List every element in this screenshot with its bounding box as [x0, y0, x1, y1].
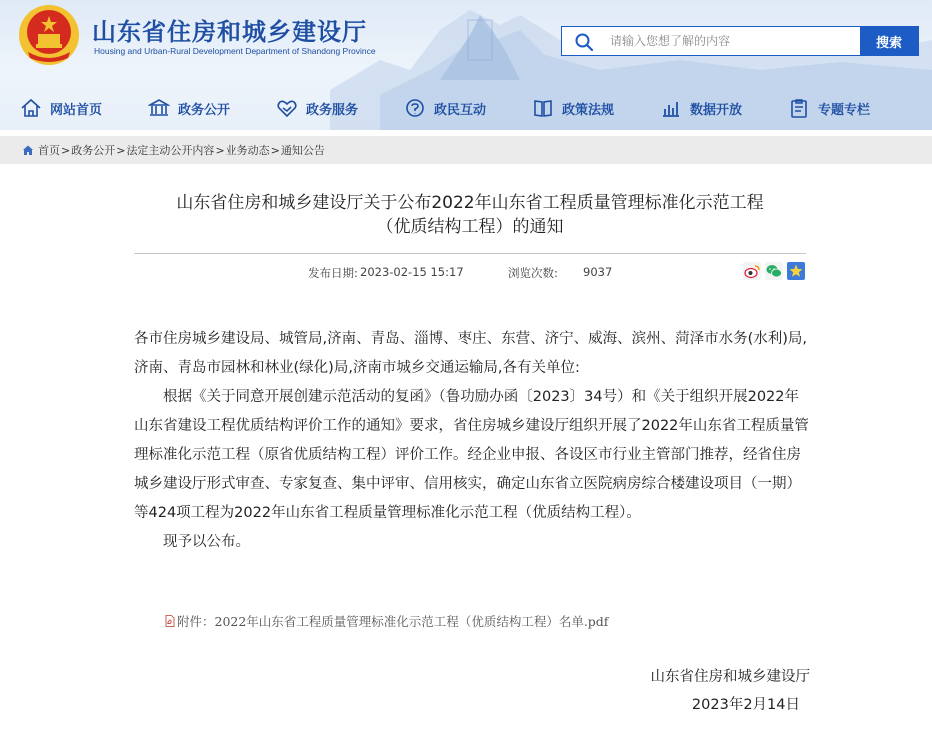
favorite-star-icon[interactable]	[787, 262, 805, 280]
breadcrumb-home-link[interactable]: 首页	[38, 144, 60, 157]
article-title-line: （优质结构工程）的通知	[376, 217, 564, 237]
handshake-icon	[276, 97, 298, 119]
view-count-value: 9037	[583, 265, 613, 279]
weibo-icon[interactable]	[743, 262, 761, 280]
attachment-link[interactable]	[165, 612, 608, 630]
breadcrumb-separator: >	[116, 143, 126, 157]
nav-label: 政务服务	[306, 102, 359, 118]
nav-item-open-data[interactable]	[660, 90, 742, 126]
article-paragraph-addressees: 各市住房城乡建设局、城管局,济南、青岛、淄博、枣庄、东营、济宁、威海、滨州、菏泽市水务(水利)局,济南、青岛市园林和林业(绿化)局,济南市城乡交通运输局,各有关单位:	[134, 331, 808, 376]
search-input[interactable]	[610, 27, 860, 55]
title-divider	[134, 253, 806, 254]
home-icon	[22, 144, 34, 156]
breadcrumb-notices-link[interactable]: 通知公告	[280, 144, 325, 157]
nav-label: 专题专栏	[818, 102, 871, 118]
nav-item-gov-services[interactable]	[276, 90, 358, 126]
signature-block	[560, 663, 810, 719]
nav-item-policies[interactable]	[532, 90, 614, 126]
chat-icon	[404, 97, 426, 119]
clipboard-icon	[788, 97, 810, 119]
breadcrumb-gov-affairs-link[interactable]: 政务公开	[71, 144, 116, 157]
nav-label: 政民互动	[434, 102, 487, 118]
article-title-line: 山东省住房和城乡建设厅关于公布2022年山东省工程质量管理标准化示范工程	[176, 193, 764, 213]
publish-date-value: 2023-02-15 15:17	[360, 265, 464, 279]
main-nav	[0, 90, 932, 126]
nav-label: 网站首页	[50, 102, 103, 118]
article-body	[134, 325, 810, 557]
breadcrumb-statutory-content-link[interactable]: 法定主动公开内容	[126, 144, 215, 157]
pdf-file-icon	[165, 615, 175, 627]
signature-organization: 山东省住房和城乡建设厅	[650, 669, 810, 685]
national-emblem-logo	[18, 4, 80, 66]
site-subtitle: Housing and Urban-Rural Development Department of Shandong Province	[94, 46, 376, 56]
publish-date-label: 发布日期:	[308, 266, 358, 280]
signature-date: 2023年2月14日	[691, 697, 800, 713]
nav-label: 政策法规	[562, 102, 615, 118]
breadcrumb-separator: >	[61, 143, 71, 157]
nav-item-gov-affairs[interactable]	[148, 90, 230, 126]
breadcrumb-bar	[0, 136, 932, 164]
breadcrumb	[22, 142, 325, 158]
site-header	[0, 0, 932, 130]
search-icon	[574, 32, 594, 52]
attachment-label: 附件：2022年山东省工程质量管理标准化示范工程（优质结构工程）名单.pdf	[177, 614, 609, 629]
view-count-label: 浏览次数:	[508, 266, 558, 280]
wechat-icon[interactable]	[765, 262, 783, 280]
search-button[interactable]: 搜索	[860, 27, 918, 55]
home-icon	[20, 97, 42, 119]
book-icon	[532, 97, 554, 119]
nav-item-interaction[interactable]	[404, 90, 486, 126]
article-paragraph-closing: 现予以公布。	[163, 534, 250, 550]
nav-item-home[interactable]	[20, 90, 102, 126]
building-icon	[148, 97, 170, 119]
bar-chart-icon	[660, 97, 682, 119]
article-paragraph-main: 根据《关于同意开展创建示范活动的复函》（鲁功励办函〔2023〕34号）和《关于组织开展2022年山东省建设工程优质结构评价工作的通知》要求，省住房城乡建设厅组织开展了2022年山东省工程质量管理标准化示范工程（原省优质结构工程）评价工作。经企业申报、各设区市行业主管部门推荐，经省住房城乡建设厅形式审查、专家复查、集中评审、信用核实，确定山东省立医院病房综合楼建设项目（一期）等424项工程为2022年山东省工程质量管理标准化示范工程（优质结构工程）。	[134, 389, 809, 521]
breadcrumb-business-news-link[interactable]: 业务动态	[225, 144, 270, 157]
breadcrumb-separator: >	[215, 143, 225, 157]
nav-label: 政务公开	[178, 102, 231, 118]
search-box	[561, 26, 919, 56]
nav-item-special-topics[interactable]	[788, 90, 870, 126]
article-title	[134, 191, 806, 239]
breadcrumb-separator: >	[270, 143, 280, 157]
site-title: 山东省住房和城乡建设厅	[92, 18, 367, 46]
nav-label: 数据开放	[690, 102, 743, 118]
